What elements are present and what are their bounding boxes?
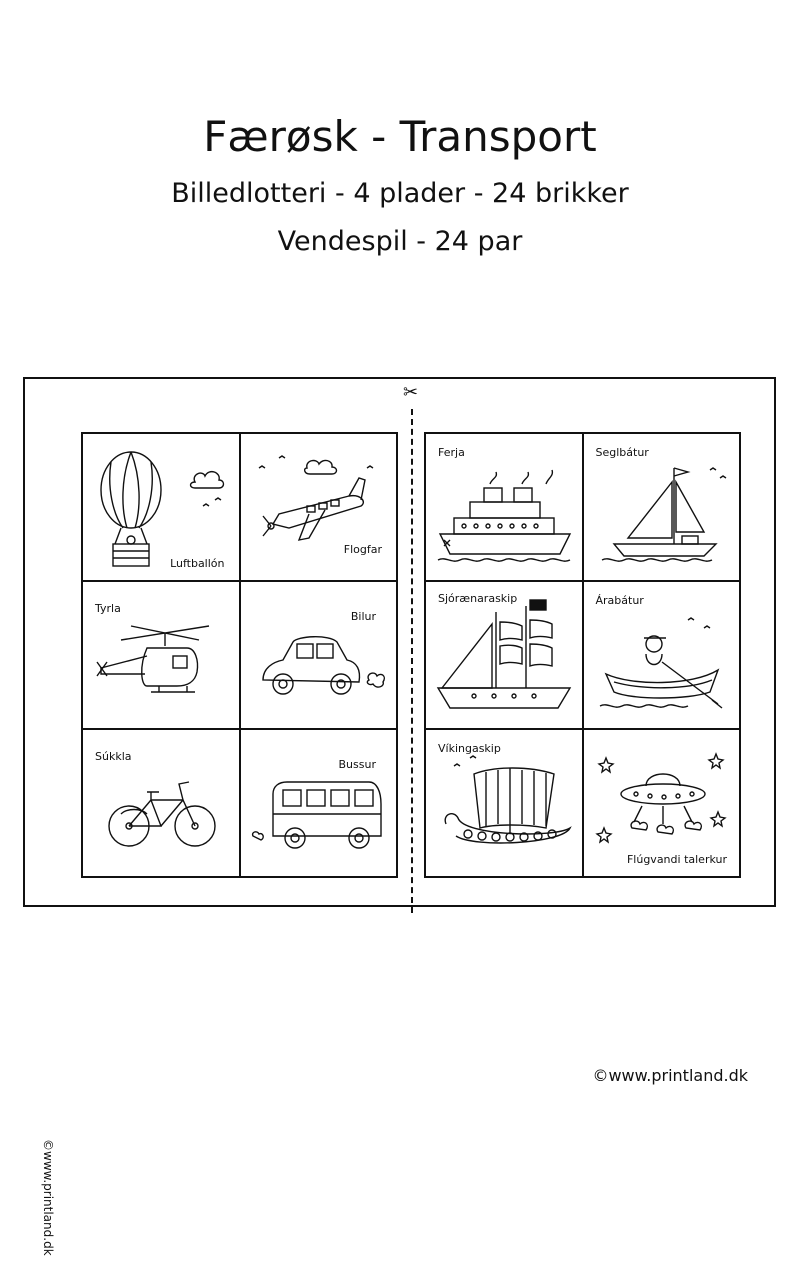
tile-airplane xyxy=(240,433,398,581)
tile-label: Flogfar xyxy=(343,543,382,556)
tile-hot-air-balloon xyxy=(82,433,240,581)
footer-copyright: ©www.printland.dk xyxy=(592,1066,748,1085)
cut-line xyxy=(411,409,413,913)
page-subtitle-2: Vendespil - 24 par xyxy=(277,226,523,257)
tile-helicopter xyxy=(82,581,240,729)
tile-label: Súkkla xyxy=(95,750,132,763)
tile-label: Árabátur xyxy=(595,594,644,607)
tile-viking-ship xyxy=(425,729,583,877)
sailboat-icon xyxy=(592,448,734,570)
tile-label: Ferja xyxy=(438,446,465,459)
rowboat-icon xyxy=(592,596,734,718)
page-subtitle: Billedlotteri - 4 plader - 24 brikker xyxy=(171,178,629,209)
tile-pirate-ship xyxy=(425,581,583,729)
tile-sailboat xyxy=(583,433,741,581)
tile-label: Seglbátur xyxy=(595,446,649,459)
ufo-icon xyxy=(592,744,734,866)
tile-rowboat xyxy=(583,581,741,729)
tile-label: Luftballón xyxy=(170,557,225,570)
tile-label: Tyrla xyxy=(95,602,121,615)
pirate-ship-icon xyxy=(434,596,576,718)
tile-ferry xyxy=(425,433,583,581)
viking-ship-icon xyxy=(434,744,576,866)
tile-label: Sjórænaraskip xyxy=(438,592,518,605)
tile-label: Víkingaskip xyxy=(438,742,501,755)
tile-label: Bilur xyxy=(350,610,376,623)
left-board xyxy=(81,432,398,878)
tile-bicycle xyxy=(82,729,240,877)
right-board xyxy=(424,432,741,878)
tile-ufo xyxy=(583,729,741,877)
side-copyright: ©www.printland.dk xyxy=(41,1139,55,1256)
hot-air-balloon-icon xyxy=(91,448,233,570)
page-title: Færøsk - Transport xyxy=(203,112,597,161)
tile-label: Flúgvandi talerkur xyxy=(626,853,727,866)
ferry-icon xyxy=(434,448,576,570)
tile-car xyxy=(240,581,398,729)
tile-bus xyxy=(240,729,398,877)
tile-label: Bussur xyxy=(338,758,376,771)
scissors-icon: ✂ xyxy=(403,382,419,403)
game-sheet xyxy=(23,377,776,1256)
